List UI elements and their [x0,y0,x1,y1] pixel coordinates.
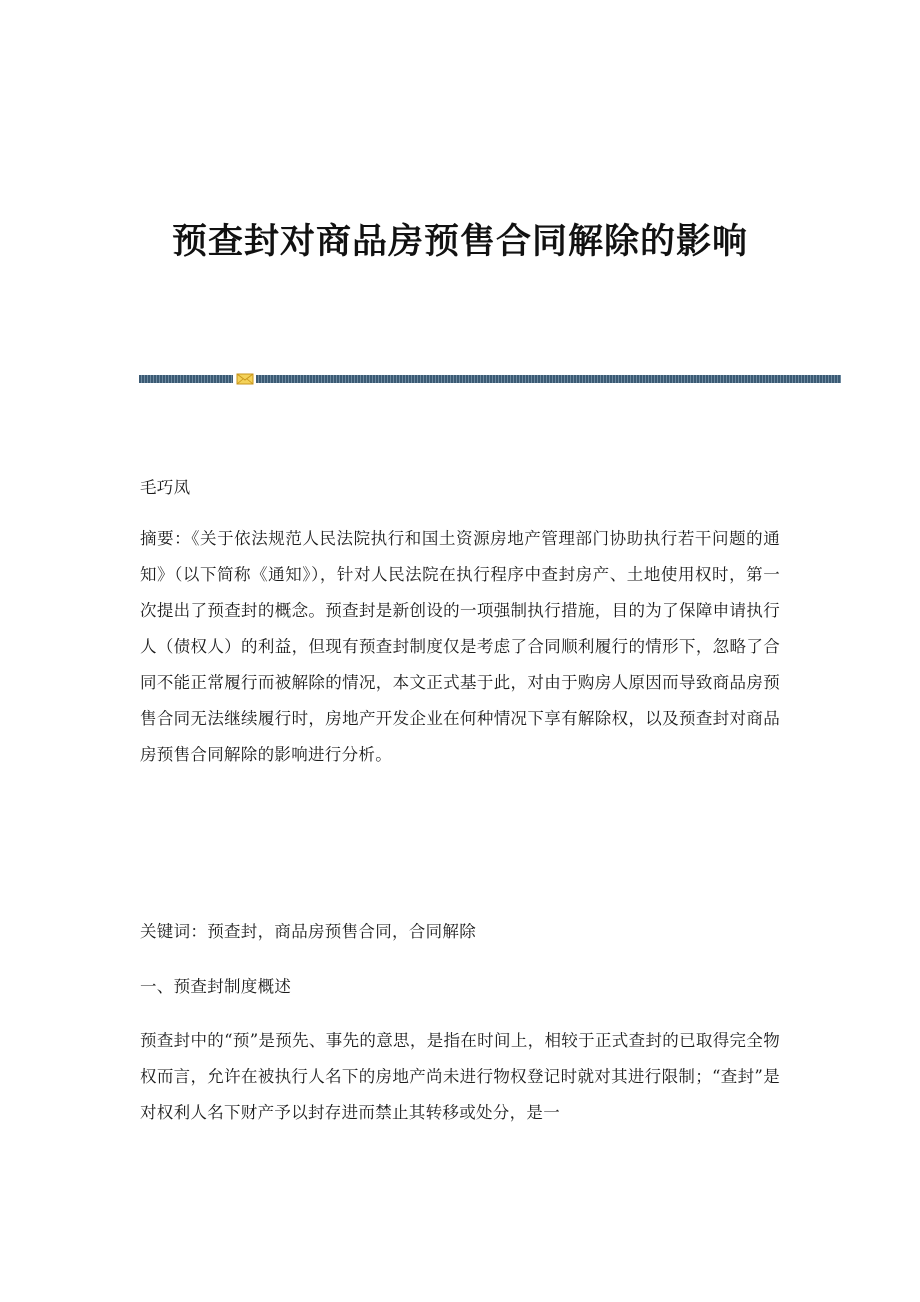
keywords-line [140,914,780,950]
author-name: 毛巧凤 [140,478,191,497]
title-divider [139,372,841,386]
section-heading: 一、预查封制度概述 [140,977,292,996]
abstract-label: 摘要： [140,529,192,548]
divider-bar-left [139,375,233,383]
abstract-paragraph [140,521,780,773]
abstract-text: 《关于依法规范人民法院执行和国土资源房地产管理部门协助执行若干问题的通知》（以下简称《通知》），针对人民法院在执行程序中查封房产、土地使用权时，第一次提出了预查封的概念。预查封是新创设的一项强制执行措施，目的为了保障申请执行人（债权人）的利益，但现有预查封制度仅是考虑了合同顺利履行的情形下，忽略了合同不能正常履行而被解除的情况，本文正式基于此，对由于购房人原因而导致商品房预售合同无法继续履行时，房地产开发企业在何种情况下享有解除权，以及预查封对商品房预售合同解除的影响进行分析。 [140,529,780,764]
envelope-ornament-icon [236,372,254,386]
divider-bar-right [256,375,841,383]
keywords-text: 预查封，商品房预售合同，合同解除 [207,922,477,941]
keywords-label: 关键词： [140,922,208,941]
document-title: 预查封对商品房预售合同解除的影响 [171,221,748,262]
body-paragraph: 预查封中的“预”是预先、事先的意思，是指在时间上，相较于正式查封的已取得完全物权而言，允许在被执行人名下的房地产尚未进行物权登记时就对其进行限制；“查封”是对权利人名下财产予以封存进而禁止其转移或处分，是一 [140,1031,780,1122]
